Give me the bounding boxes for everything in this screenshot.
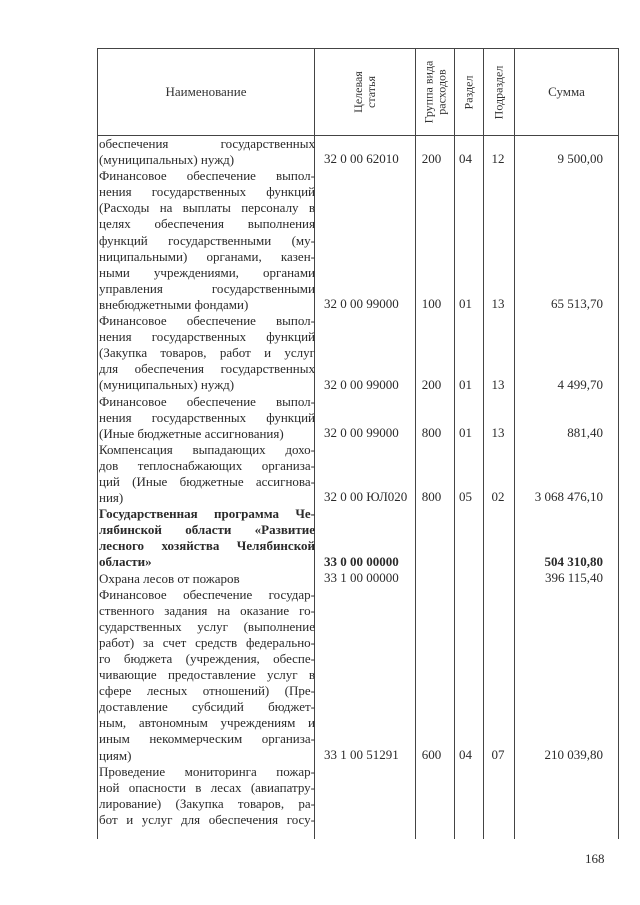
sum-cell: 9 500,00	[557, 151, 603, 167]
name-line: нения государственных функций	[99, 409, 315, 425]
header-section	[455, 49, 483, 135]
name-line: ным, автономным учреждениям и	[99, 715, 315, 731]
header-subsection-label	[493, 65, 506, 119]
name-line: лесного хозяйства Челябинской	[99, 538, 315, 554]
name-line: доставление субсидий бюджет-	[99, 699, 315, 715]
header-subsection-line: Подраздел	[491, 65, 506, 119]
section-cell: 04	[459, 746, 472, 762]
name-line: Компенсация выпадающих дохо-	[99, 441, 315, 457]
sum-cell: 881,40	[567, 424, 603, 440]
article-code-cell: 32 0 00 99000	[324, 424, 399, 440]
name-line: (Закупка товаров, работ и услуг	[99, 345, 315, 361]
expense-group-cell: 100	[421, 296, 442, 311]
name-line: сударственных услуг (выполнение	[99, 618, 315, 634]
article-code-cell: 32 0 00 ЮЛ020	[324, 489, 408, 505]
name-line: ными учреждениями, органами	[99, 264, 315, 280]
sum-cell: 210 039,80	[544, 746, 603, 762]
name-line: ственного задания на оказание го-	[99, 602, 315, 618]
name-line: Финансовое обеспечение выпол-	[99, 313, 315, 329]
name-line: бот и услуг для обеспечения госу-	[99, 811, 315, 827]
expense-group-cell: 600	[421, 746, 442, 762]
header-group-line: Группа вида	[421, 60, 435, 124]
name-line: лирование) (Закупка товаров, ра-	[99, 795, 315, 811]
name-line: области»	[99, 554, 152, 570]
column-divider	[415, 49, 416, 839]
name-line: Финансовое обеспечение выпол-	[99, 168, 315, 184]
name-line: ной опасности в лесах (авиапатру-	[99, 779, 315, 795]
name-line: Финансовое обеспечение выпол-	[99, 393, 315, 409]
header-section-line: Раздел	[461, 75, 476, 109]
header-sum	[515, 49, 618, 135]
article-code-cell: 32 0 00 99000	[324, 376, 399, 392]
column-divider	[454, 49, 455, 839]
subsection-cell: 12	[491, 151, 505, 167]
name-line: (Расходы на выплаты персоналу в	[99, 200, 315, 216]
subsection-cell: 07	[491, 746, 505, 762]
section-cell: 01	[459, 424, 472, 440]
header-article-line: статья	[363, 76, 378, 108]
name-line: функций государственными (му-	[99, 232, 315, 248]
article-code-cell: 33 1 00 51291	[324, 746, 399, 762]
name-line: нения государственных функций	[99, 329, 315, 345]
header-sum-label: Сумма	[548, 84, 585, 99]
name-line: для обеспечения государственных	[99, 361, 315, 377]
article-code-cell: 32 0 00 62010	[324, 151, 399, 167]
section-cell: 04	[459, 151, 472, 167]
name-line: внебюджетными фондами)	[99, 296, 249, 312]
subsection-cell: 02	[491, 489, 505, 505]
name-line: циям)	[99, 747, 132, 763]
header-article	[315, 49, 415, 135]
name-line: лябинской области «Развитие	[99, 522, 315, 538]
name-line: целях обеспечения выполнения	[99, 216, 315, 232]
page-number: 168	[585, 851, 605, 866]
subsection-cell: 13	[491, 296, 505, 311]
header-group-line: расходов	[434, 69, 448, 115]
sum-cell: 396 115,40	[544, 569, 603, 585]
name-line: работ) за счет средств федерально-	[99, 634, 315, 650]
name-line: нения государственных функций	[99, 184, 315, 200]
header-name-label: Наименование	[165, 84, 247, 99]
name-line: дов теплоснабжающих организа-	[99, 457, 315, 473]
name-line: (Иные бюджетные ассигнования)	[99, 425, 284, 441]
header-article-label	[352, 71, 378, 113]
expense-group-cell: 800	[421, 424, 442, 440]
section-cell: 05	[459, 489, 472, 505]
name-line: (муниципальных) нужд)	[99, 152, 235, 168]
name-line: ния)	[99, 490, 124, 506]
name-line: сфере лесных отношений) (Пре-	[99, 683, 315, 699]
header-section-label	[463, 75, 476, 109]
header-name	[98, 49, 314, 135]
subsection-cell: 13	[491, 424, 505, 440]
article-code-cell: 33 1 00 00000	[324, 569, 399, 585]
subsection-cell: 13	[491, 376, 505, 392]
expense-group-cell: 800	[421, 489, 442, 505]
name-line: (муниципальных) нужд)	[99, 377, 235, 393]
name-line: обеспечения государственных	[99, 136, 315, 151]
header-group-label	[422, 61, 448, 124]
expense-group-cell: 200	[421, 376, 442, 392]
header-group	[416, 49, 454, 135]
header-subsection	[484, 49, 514, 135]
section-cell: 01	[459, 296, 472, 311]
name-line: ций (Иные бюджетные ассигнова-	[99, 473, 315, 489]
header-article-line: Целевая	[350, 71, 365, 113]
name-line: чивающие предоставление услуг в	[99, 667, 315, 683]
name-line: иным некоммерческим организа-	[99, 731, 315, 747]
name-line: управления государственными	[99, 280, 315, 296]
name-line: го бюджета (учреждения, обеспе-	[99, 651, 315, 666]
expense-group-cell: 200	[421, 151, 442, 167]
column-divider	[483, 49, 484, 839]
name-line: Финансовое обеспечение государ-	[99, 586, 315, 602]
name-line: ниципальными) органами, казен-	[99, 248, 315, 264]
article-code-cell: 32 0 00 99000	[324, 296, 399, 311]
sum-cell: 3 068 476,10	[534, 489, 603, 505]
name-line: Проведение мониторинга пожар-	[99, 763, 315, 779]
article-code-cell: 33 0 00 00000	[324, 553, 399, 569]
sum-cell: 65 513,70	[551, 296, 603, 311]
name-line: Охрана лесов от пожаров	[99, 570, 240, 586]
section-cell: 01	[459, 376, 472, 392]
sum-cell: 504 310,80	[544, 553, 603, 569]
sum-cell: 4 499,70	[557, 376, 603, 392]
name-column-text	[99, 136, 315, 828]
column-divider	[514, 49, 515, 839]
name-line: Государственная программа Че-	[99, 506, 315, 522]
